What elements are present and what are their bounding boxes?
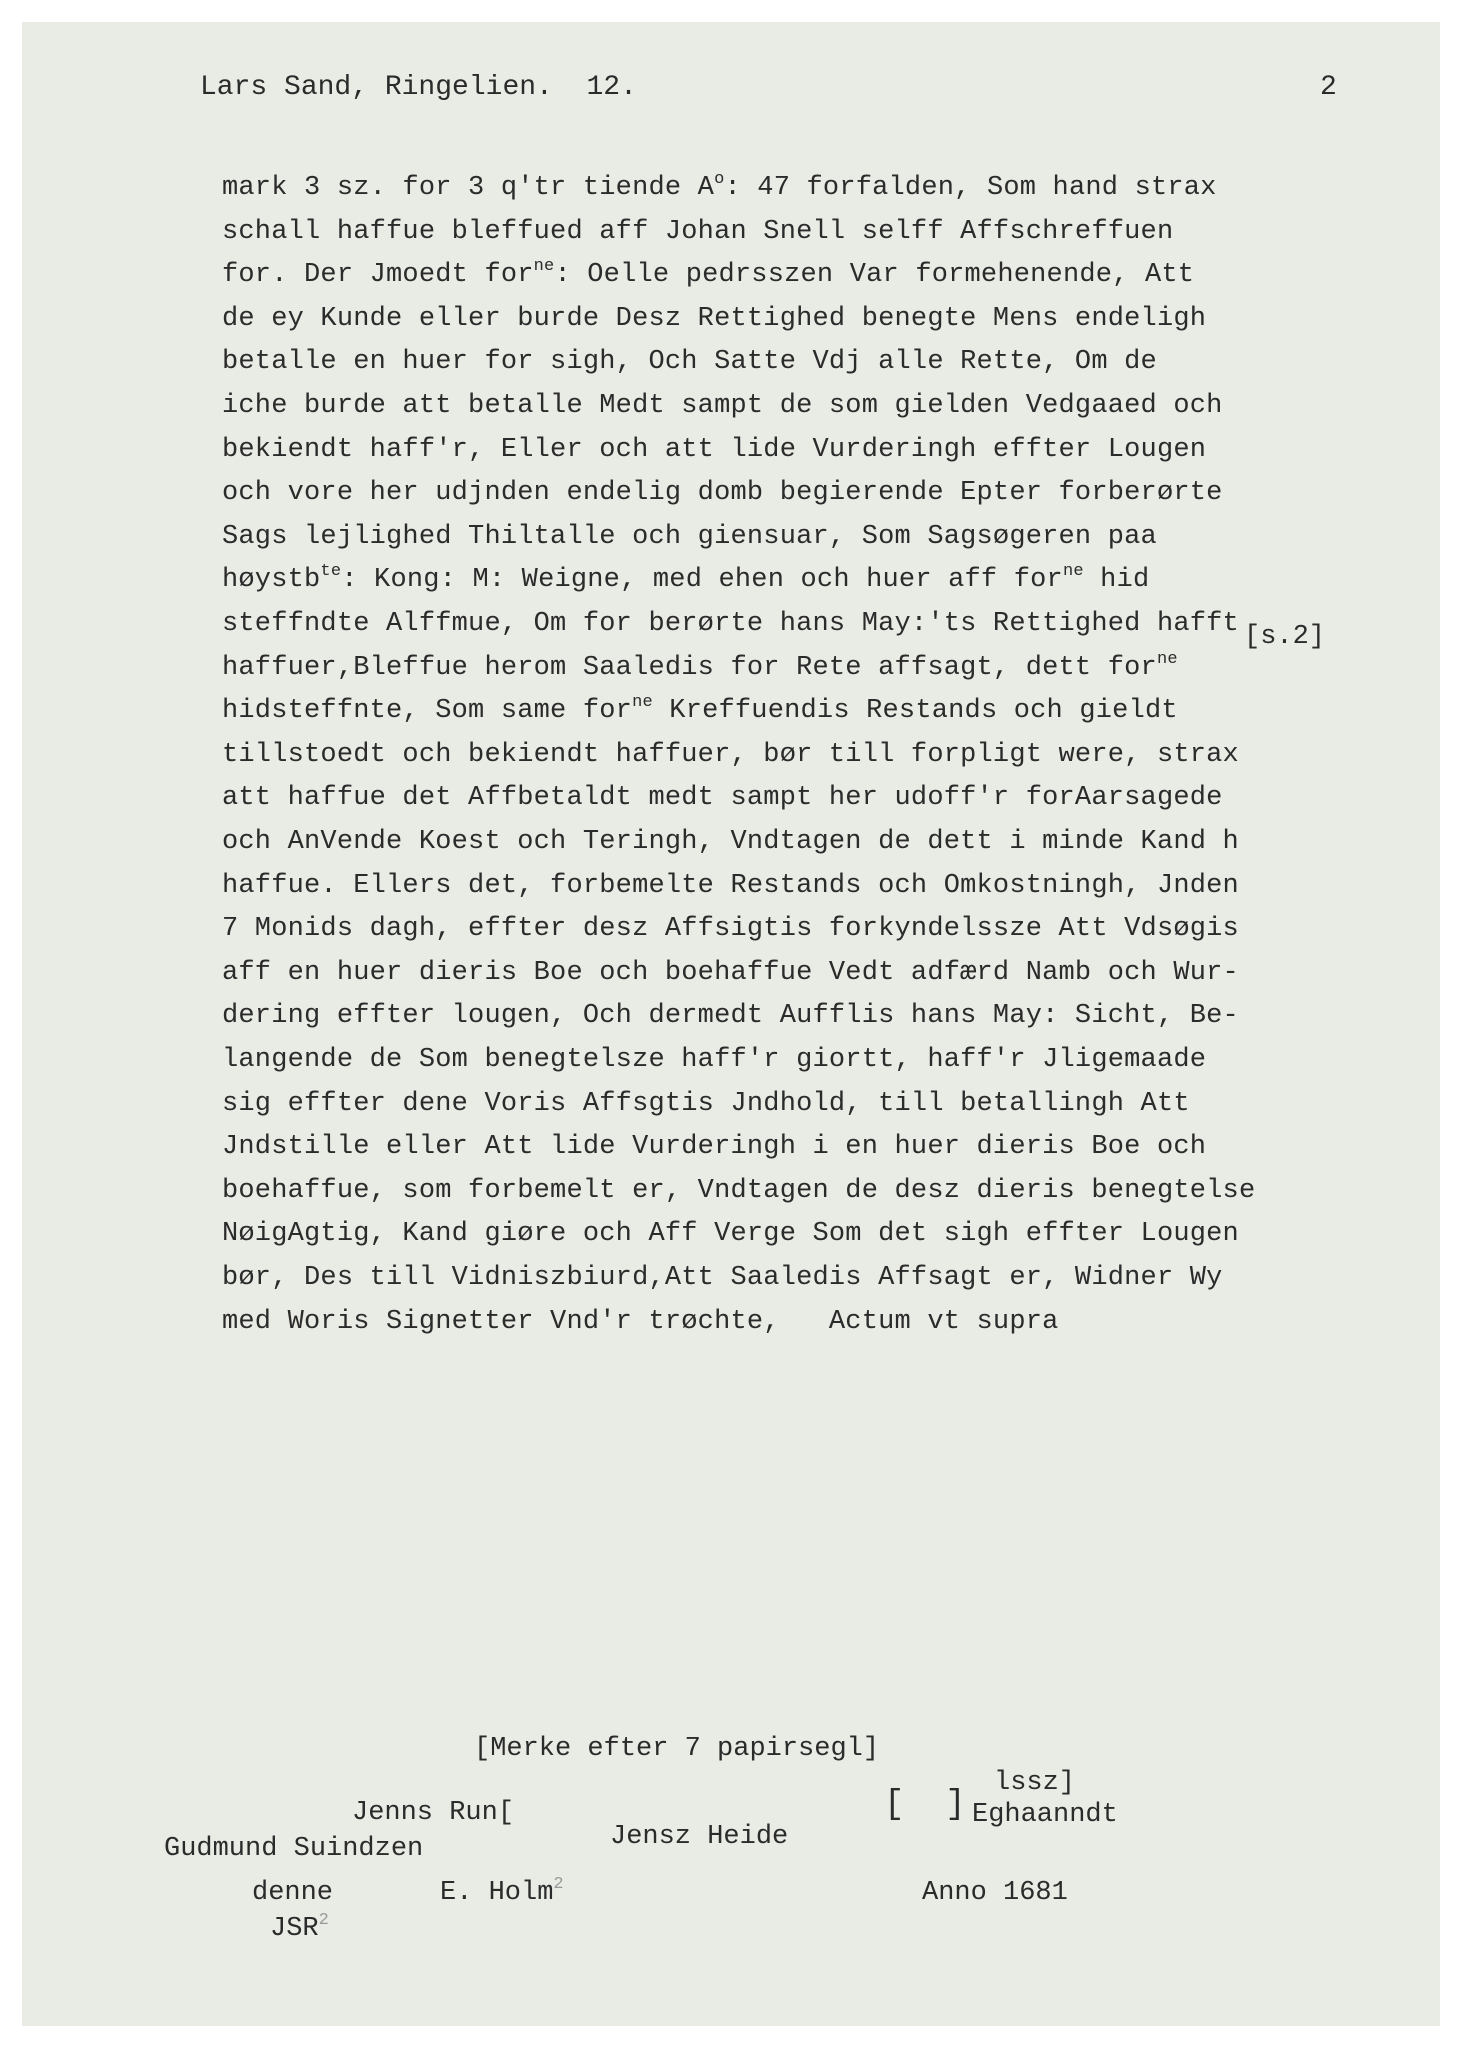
text-run: dering effter lougen, Och dermedt Aufflis hans May: Sicht, Be- xyxy=(222,1001,1239,1031)
signature-name-6: denne xyxy=(252,1878,334,1908)
signature-name-4-bottom: Eghaanndt xyxy=(972,1800,1118,1830)
text-run: haffuer,Bleffue herom Saaledis for Rete affsagt, dett for xyxy=(222,653,1157,683)
body-line xyxy=(222,652,1178,684)
text-run: langende de Som benegtelsze haff'r giortt, haff'r Jligemaade xyxy=(222,1045,1207,1075)
body-line xyxy=(222,477,1223,509)
superscript: ne xyxy=(1156,650,1178,669)
body-line xyxy=(222,564,1149,596)
text-run: : 47 forfalden, Som hand strax xyxy=(724,173,1217,203)
body-line xyxy=(222,259,1194,291)
page-header-title: Lars Sand, Ringelien. 12. xyxy=(200,72,637,103)
body-line xyxy=(222,608,1239,640)
signature-name-2: Gudmund Suindzen xyxy=(164,1834,424,1864)
body-line xyxy=(222,739,1239,771)
text-run: de ey Kunde eller burde Desz Rettighed benegte Mens endeligh xyxy=(222,304,1207,334)
body-line xyxy=(222,216,1173,248)
text-run: med Woris Signetter Vnd'r trøchte, Actum vt supra xyxy=(222,1307,1059,1337)
text-run: hid xyxy=(1083,565,1150,595)
body-line xyxy=(222,1175,1255,1207)
superscript: ne xyxy=(632,693,653,712)
body-line xyxy=(222,826,1239,858)
body-line xyxy=(222,172,1217,204)
superscript: ne xyxy=(1062,562,1084,581)
body-line xyxy=(222,434,1206,466)
text-run: schall haffue bleffued aff Johan Snell selff Affschreffuen xyxy=(222,217,1174,247)
text-run: for. Der Jmoedt for xyxy=(222,260,534,290)
text-run: 7 Monids dagh, effter desz Affsigtis forkyndelssze Att Vdsøgis xyxy=(222,914,1239,944)
body-line xyxy=(222,521,1157,553)
text-run: betalle en huer for sigh, Och Satte Vdj alle Rette, Om de xyxy=(222,347,1157,377)
text-run: steffndte Alffmue, Om for berørte hans May:'ts Rettighed hafft xyxy=(222,609,1239,639)
margin-note: [s.2] xyxy=(1244,622,1326,652)
body-line xyxy=(222,346,1157,378)
body-line xyxy=(222,303,1206,335)
body-line xyxy=(222,1262,1223,1294)
text-run: och vore her udjnden endelig domb begierende Epter forberørte xyxy=(222,478,1223,508)
text-run: bør, Des till Vidniszbiurd,Att Saaledis Affsagt er, Widner Wy xyxy=(222,1263,1223,1293)
body-line xyxy=(222,1088,1190,1120)
text-run: : Oelle pedrsszen Var formehenende, Att xyxy=(554,260,1195,290)
body-line xyxy=(222,1306,1059,1338)
body-line xyxy=(222,1044,1206,1076)
text-run: mark 3 sz. for 3 q'tr tiende A xyxy=(222,173,715,203)
text-run: haffue. Ellers det, forbemelte Restands och Omkostningh, Jnden xyxy=(222,871,1239,901)
text-run: att haffue det Affbetaldt medt sampt her udoff'r forAarsagede xyxy=(222,783,1223,813)
signature-name-3: Jensz Heide xyxy=(610,1822,789,1852)
text-run: boehaffue, som forbemelt er, Vndtagen de desz dieris benegtelse xyxy=(222,1176,1256,1206)
text-run: høystb xyxy=(222,565,321,595)
signature-name-5: E. Holm$^2$ xyxy=(440,1875,564,1908)
signature-name-1: Jenns Run[ xyxy=(352,1798,515,1828)
text-run: aff en huer dieris Boe och boehaffue Vedt adfærd Namb och Wur- xyxy=(222,958,1239,988)
text-run: Sags lejlighed Thiltalle och giensuar, Som Sagsøgeren paa xyxy=(222,522,1157,552)
document-page xyxy=(22,22,1440,2026)
text-run: iche burde att betalle Medt sampt de som gielden Vedgaaed och xyxy=(222,391,1223,421)
text-run: Jndstille eller Att lide Vurderingh i en huer dieris Boe och xyxy=(222,1132,1207,1162)
superscript: ne xyxy=(533,257,555,276)
text-run: hidsteffnte, Som same for xyxy=(222,696,633,726)
body-line xyxy=(222,1218,1239,1250)
text-run: och AnVende Koest och Teringh, Vndtagen de dett i minde Kand h xyxy=(222,827,1239,857)
page-number: 2 xyxy=(1320,72,1337,103)
superscript: te xyxy=(320,562,342,581)
superscript: o xyxy=(714,170,725,189)
text-run: : Kong: M: Weigne, med ehen och huer aff for xyxy=(341,565,1063,595)
body-line xyxy=(222,695,1178,727)
seal-brackets: [ ] xyxy=(884,1786,966,1824)
body-line xyxy=(222,782,1223,814)
text-run: tillstoedt och bekiendt haffuer, bør till forpligt were, strax xyxy=(222,740,1239,770)
text-run: bekiendt haff'r, Eller och att lide Vurderingh effter Lougen xyxy=(222,435,1207,465)
signature-name-4-top: lssz] xyxy=(994,1768,1076,1798)
body-line xyxy=(222,870,1239,902)
body-line xyxy=(222,957,1239,989)
text-run: NøigAgtig, Kand giøre och Aff Verge Som det sigh effter Lougen xyxy=(222,1219,1239,1249)
text-run: Kreffuendis Restands och gieldt xyxy=(652,696,1178,726)
text-run: sig effter dene Voris Affsgtis Jndhold, till betallingh Att xyxy=(222,1089,1190,1119)
body-line xyxy=(222,1000,1239,1032)
body-line xyxy=(222,913,1239,945)
body-line xyxy=(222,390,1223,422)
signature-name-7: JSR$^2$ xyxy=(270,1911,329,1944)
seal-note: [Merke efter 7 papirsegl] xyxy=(474,1734,880,1764)
document-year: Anno 1681 xyxy=(922,1878,1068,1908)
body-line xyxy=(222,1131,1206,1163)
